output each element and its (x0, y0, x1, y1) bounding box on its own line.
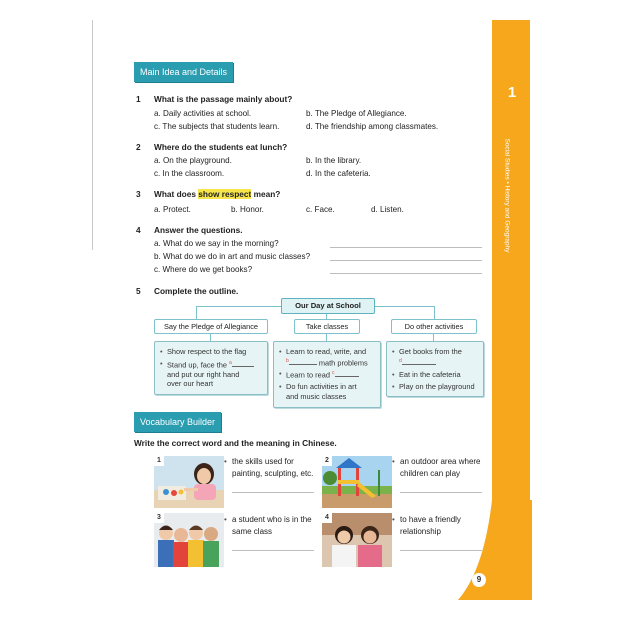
outline-connector (433, 334, 434, 341)
question-number: 1 (136, 94, 141, 104)
outline-box-classes: • Learn to read, write, and $^b$ math problems • Learn to read $^c$ • Do fun activities in art and music classes (273, 341, 381, 408)
answer-blank[interactable] (232, 492, 314, 493)
vocab-photo-art (154, 456, 224, 508)
outline-box-pledge: • Show respect to the flag • Stand up, face the $^a$ and put our right hand over our heart (154, 341, 268, 395)
outline-connector (210, 334, 211, 341)
question-text: What does show respect mean? (154, 189, 281, 199)
vocab-number: 2 (322, 456, 332, 466)
question-number: 2 (136, 142, 141, 152)
answer-option: d. The friendship among classmates. (306, 122, 439, 131)
outline-heading-activities: Do other activities (391, 319, 477, 334)
answer-option: a. Daily activities at school. (154, 109, 252, 118)
answer-option: a. Protect. (154, 205, 191, 214)
outline-heading-classes: Take classes (294, 319, 360, 334)
outline-box-activities: • Get books from the $^d$ • Eat in the cafeteria • Play on the playground (386, 341, 484, 397)
answer-option: b. In the library. (306, 156, 362, 165)
question-text: What is the passage mainly about? (154, 94, 293, 104)
unit-subject-label: Social Studies • History and Geography (503, 138, 511, 253)
vocab-number: 3 (154, 513, 164, 523)
unit-number: 1 (507, 84, 517, 101)
answer-blank[interactable] (232, 550, 314, 551)
answer-blank[interactable] (400, 492, 482, 493)
outline-connector (326, 334, 327, 341)
fill-blank[interactable] (402, 364, 436, 365)
section-tab-main-idea: Main Idea and Details (134, 62, 233, 82)
answer-option: a. On the playground. (154, 156, 232, 165)
answer-blank[interactable] (330, 247, 482, 248)
fill-blank[interactable] (232, 366, 254, 367)
answer-option: c. Face. (306, 205, 335, 214)
outline-heading-pledge: Say the Pledge of Allegiance (154, 319, 268, 334)
answer-option: d. In the cafeteria. (306, 169, 371, 178)
answer-blank[interactable] (400, 550, 482, 551)
highlighted-phrase: show respect (198, 189, 252, 199)
outline-title: Our Day at School (281, 298, 375, 314)
vocab-photo-friends (322, 513, 392, 567)
answer-option: c. The subjects that students learn. (154, 122, 280, 131)
question-text: Where do the students eat lunch? (154, 142, 288, 152)
answer-option: b. Honor. (231, 205, 264, 214)
vocab-number: 4 (322, 513, 332, 523)
outline-connector (196, 306, 197, 319)
question-item: b. What do we do in art and music classes? (154, 252, 311, 261)
question-item: a. What do we say in the morning? (154, 239, 279, 248)
answer-blank[interactable] (330, 273, 482, 274)
answer-option: d. Listen. (371, 205, 404, 214)
page-number: 9 (472, 573, 486, 587)
question-number: 5 (136, 286, 141, 296)
page-margin-line (92, 20, 93, 250)
vocabulary-instruction: Write the correct word and the meaning in Chinese. (134, 438, 337, 448)
answer-option: b. The Pledge of Allegiance. (306, 109, 407, 118)
question-item: c. Where do we get books? (154, 265, 253, 274)
answer-blank[interactable] (330, 260, 482, 261)
question-number: 3 (136, 189, 141, 199)
question-text: Complete the outline. (154, 286, 239, 296)
vocab-number: 1 (154, 456, 164, 466)
fill-blank[interactable] (335, 376, 359, 377)
question-text: Answer the questions. (154, 225, 243, 235)
vocab-photo-playground (322, 456, 392, 508)
outline-connector (434, 306, 435, 319)
question-number: 4 (136, 225, 141, 235)
answer-option: c. In the classroom. (154, 169, 225, 178)
fill-blank[interactable] (289, 364, 317, 365)
section-tab-vocabulary: Vocabulary Builder (134, 412, 221, 432)
vocab-photo-classmates (154, 513, 224, 567)
